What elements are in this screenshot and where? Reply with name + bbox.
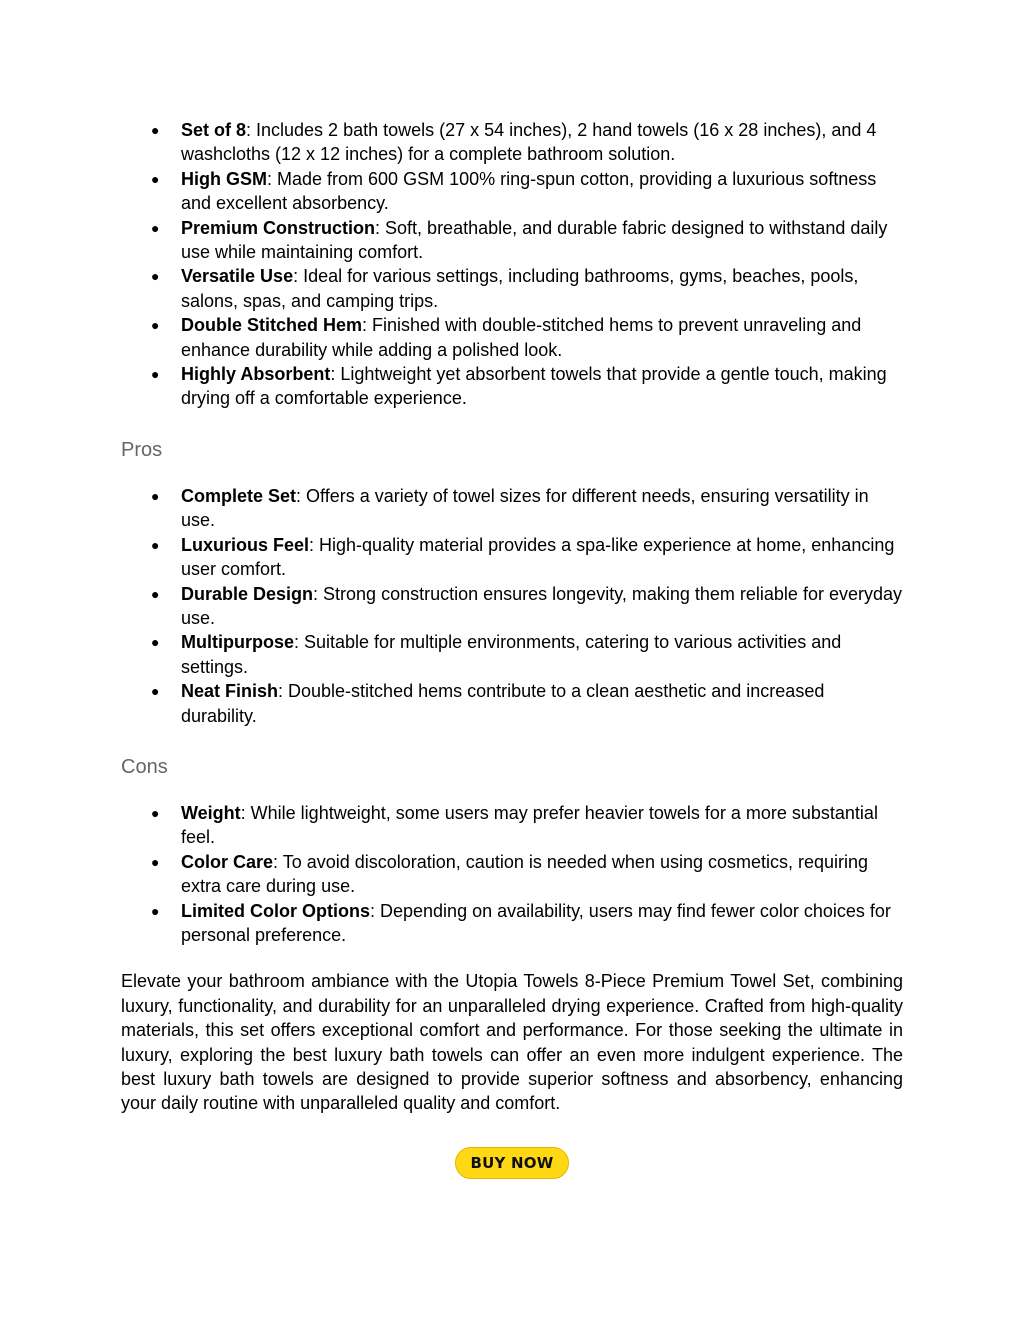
pro-text: : Suitable for multiple environments, catering to various activities and settings. xyxy=(181,632,842,677)
pro-text: : Strong construction ensures longevity, making them reliable for everyday use. xyxy=(181,583,902,628)
bullet-icon: ● xyxy=(151,902,160,919)
list-item xyxy=(121,362,903,411)
con-title: Limited Color Options xyxy=(181,900,370,921)
pro-title: Luxurious Feel xyxy=(181,534,310,555)
feature-text: : Soft, breathable, and durable fabric designed to withstand daily use while maintaining comfort. xyxy=(181,217,888,263)
bullet-icon: ● xyxy=(151,317,160,334)
feature-text: : Includes 2 bath towels (27 x 54 inches), 2 hand towels (16 x 28 inches), and 4 washcloths (12 x 12 inches) for a complete bathroom solution. xyxy=(181,120,877,165)
feature-text: : Finished with double-stitched hems to prevent unraveling and enhance durability while adding a polished look. xyxy=(181,315,862,360)
document-body xyxy=(121,118,903,1116)
feature-title: Double Stitched Hem xyxy=(181,315,363,336)
feature-text: : Ideal for various settings, including bathrooms, gyms, beaches, pools, salons, spas, and camping trips. xyxy=(181,266,859,311)
pros-list xyxy=(121,484,903,728)
list-item xyxy=(121,484,903,533)
feature-title: High GSM xyxy=(181,168,267,189)
pro-title: Multipurpose xyxy=(181,632,294,653)
feature-title: Versatile Use xyxy=(181,266,294,287)
feature-title: Set of 8 xyxy=(181,120,247,140)
bullet-icon: ● xyxy=(151,487,160,504)
list-item xyxy=(121,850,903,899)
bullet-icon: ● xyxy=(151,219,160,236)
bullet-icon: ● xyxy=(151,366,160,383)
list-item xyxy=(121,899,903,948)
list-item xyxy=(121,679,903,728)
list-item xyxy=(121,264,903,313)
feature-title: Highly Absorbent xyxy=(181,364,331,385)
pros-heading: Pros xyxy=(121,438,163,461)
list-item xyxy=(121,118,903,167)
list-item xyxy=(121,216,903,265)
list-item xyxy=(121,630,903,679)
pro-text: : Double-stitched hems contribute to a clean aesthetic and increased durability. xyxy=(181,681,825,726)
con-title: Weight xyxy=(181,802,241,823)
bullet-icon: ● xyxy=(151,170,160,187)
pro-text: : Offers a variety of towel sizes for different needs, ensuring versatility in use. xyxy=(181,485,869,531)
list-item xyxy=(121,801,903,850)
pro-title: Durable Design xyxy=(181,583,314,604)
cons-heading: Cons xyxy=(121,755,168,778)
buy-now-button[interactable]: BUY NOW xyxy=(455,1147,569,1179)
list-item xyxy=(121,533,903,582)
pro-title: Complete Set xyxy=(181,485,297,506)
list-item xyxy=(121,313,903,362)
con-text: : While lightweight, some users may prefer heavier towels for a more substantial feel. xyxy=(181,802,878,848)
bullet-icon: ● xyxy=(151,683,160,700)
buy-button-container xyxy=(0,1147,1024,1181)
bullet-icon: ● xyxy=(151,634,160,651)
con-text: : Depending on availability, users may find fewer color choices for personal preference. xyxy=(181,900,891,945)
bullet-icon: ● xyxy=(151,122,160,138)
bullet-icon: ● xyxy=(151,536,160,553)
feature-text: : Made from 600 GSM 100% ring-spun cotton, providing a luxurious softness and excellent absorbency. xyxy=(181,168,877,214)
pro-title: Neat Finish xyxy=(181,681,279,702)
con-title: Color Care xyxy=(181,851,274,872)
bullet-icon: ● xyxy=(151,804,160,821)
bullet-icon: ● xyxy=(151,853,160,870)
feature-title: Premium Construction xyxy=(181,217,376,238)
pro-text: : High-quality material provides a spa-like experience at home, enhancing user comfort. xyxy=(181,534,895,580)
summary-paragraph: Elevate your bathroom ambiance with the Utopia Towels 8-Piece Premium Towel Set, combining luxury, functionality, and durability for an unparalleled drying experience. Crafted from high-quality materials, this set offers exceptional comfort and performance. For those seeking the ultimate in luxury, exploring the best luxury bath towels can offer an even more indulgent experience. The best luxury bath towels are designed to provide superior softness and absorbency, enhancing your daily routine with unparalleled quality and comfort. xyxy=(121,971,903,1114)
feature-text: : Lightweight yet absorbent towels that provide a gentle touch, making drying off a comfortable experience. xyxy=(181,364,887,409)
con-text: : To avoid discoloration, caution is needed when using cosmetics, requiring extra care during use. xyxy=(181,851,869,897)
list-item xyxy=(121,167,903,216)
cons-list xyxy=(121,801,903,947)
features-list xyxy=(121,118,903,411)
bullet-icon: ● xyxy=(151,585,160,602)
list-item xyxy=(121,582,903,631)
bullet-icon: ● xyxy=(151,268,160,285)
